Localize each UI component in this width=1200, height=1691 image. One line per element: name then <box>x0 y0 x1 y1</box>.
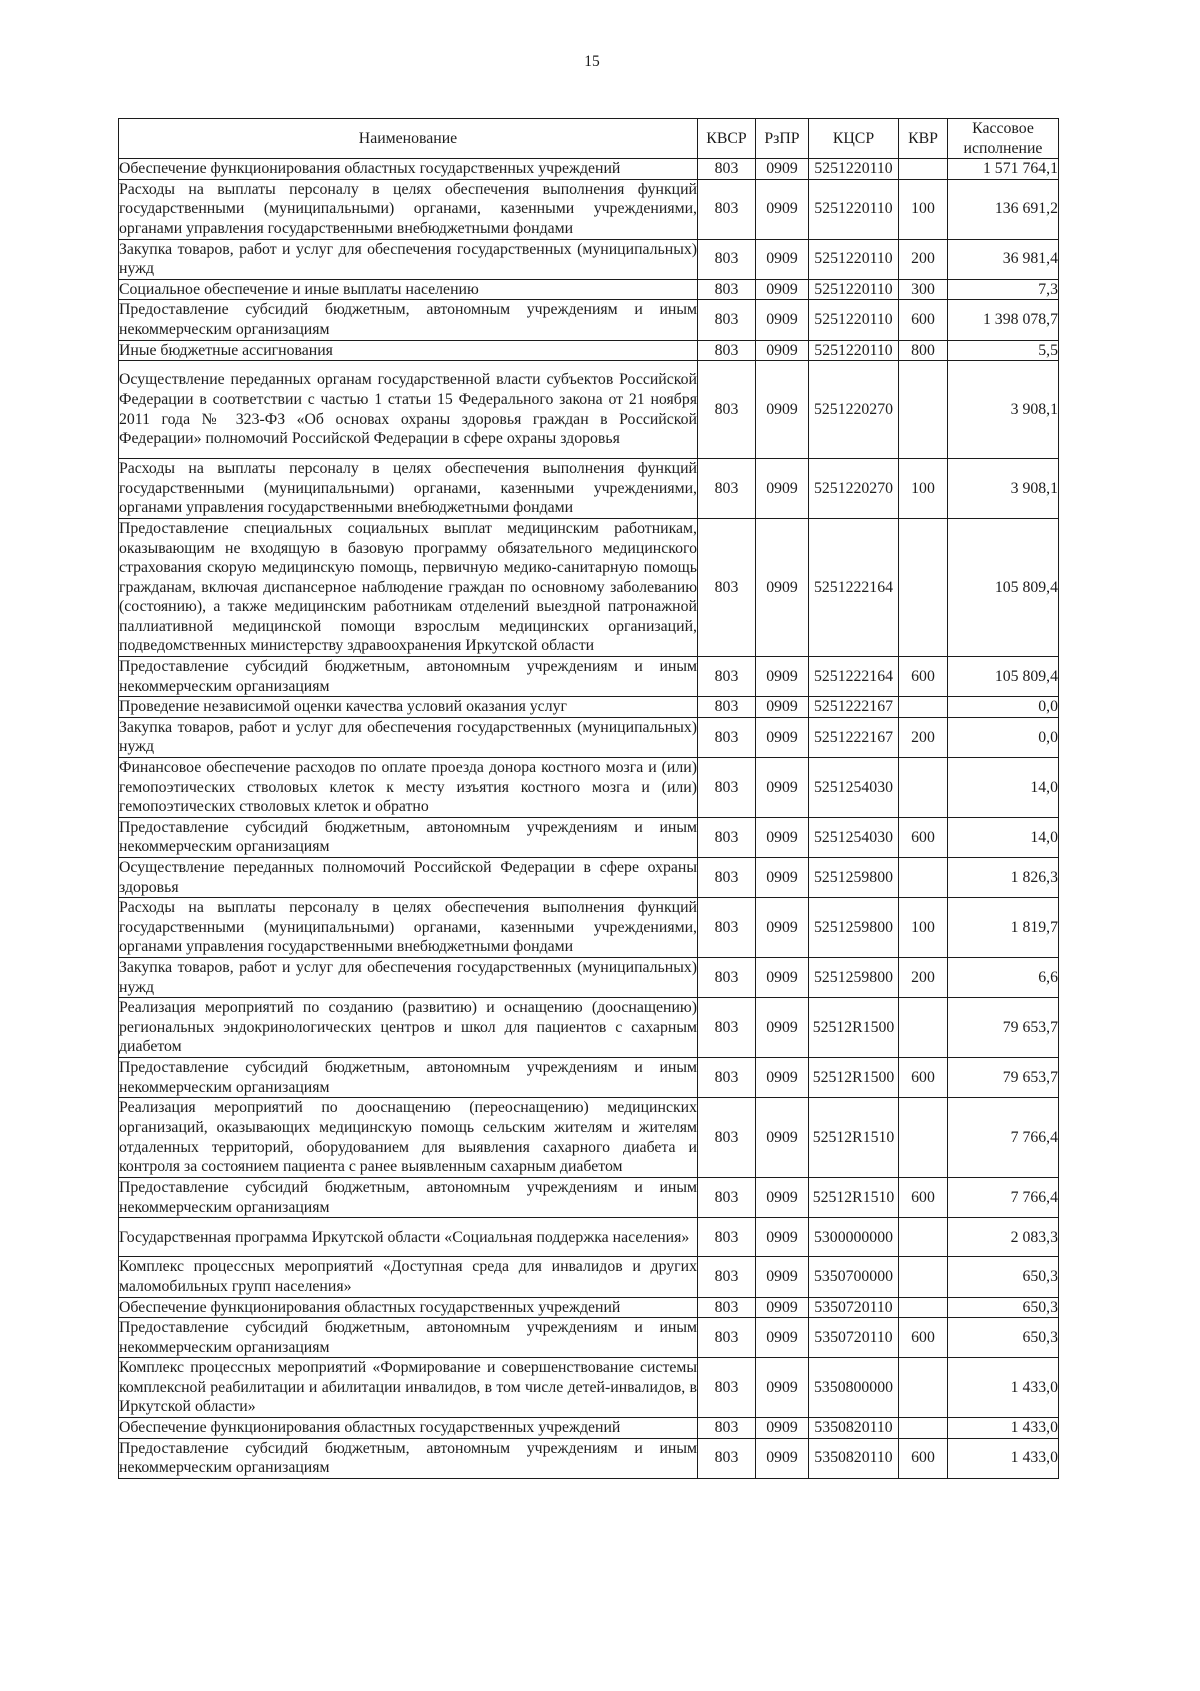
cell-rzpr: 0909 <box>756 179 809 239</box>
cell-kvr: 800 <box>899 340 948 361</box>
cell-kvr: 600 <box>899 1318 948 1358</box>
cell-kcsr: 5251220110 <box>809 239 899 279</box>
cell-kvsr: 803 <box>698 817 756 857</box>
cell-kvr <box>899 1358 948 1418</box>
cell-kvsr: 803 <box>698 1257 756 1297</box>
table-row <box>119 1438 1059 1478</box>
cell-name: Предоставление специальных социальных выплат медицинским работникам, оказывающим не входящую в базовую программу обязательного медицинского страхования скорую медицинскую помощь, первичную медико-санитарную помощь гражданам, включая диспансерное наблюдение граждан по основному заболеванию (состоянию), а также медицинским работникам отделений выездной патронажной паллиативной медицинской помощи взрослым медицинских организаций, подведомственных министерству здравоохранения Иркутской области <box>119 518 698 656</box>
table-row <box>119 1178 1059 1218</box>
table-row <box>119 1257 1059 1297</box>
cell-kvr <box>899 518 948 656</box>
table-row <box>119 340 1059 361</box>
cell-kcsr: 5350720110 <box>809 1318 899 1358</box>
cell-name: Закупка товаров, работ и услуг для обеспечения государственных (муниципальных) нужд <box>119 717 698 757</box>
table-row <box>119 898 1059 958</box>
column-header-kcsr: КЦСР <box>809 119 899 159</box>
cell-amount: 7,3 <box>948 279 1059 300</box>
cell-kvr <box>899 361 948 459</box>
cell-name: Предоставление субсидий бюджетным, автономным учреждениям и иным некоммерческим организациям <box>119 1178 698 1218</box>
cell-name: Расходы на выплаты персоналу в целях обеспечения выполнения функций государственными (муниципальными) органами, казенными учреждениями, органами управления государственными внебюджетными фондами <box>119 179 698 239</box>
cell-kvsr: 803 <box>698 239 756 279</box>
cell-kvr: 100 <box>899 179 948 239</box>
cell-amount: 3 908,1 <box>948 459 1059 519</box>
cell-amount: 36 981,4 <box>948 239 1059 279</box>
cell-rzpr: 0909 <box>756 957 809 997</box>
cell-amount: 650,3 <box>948 1297 1059 1318</box>
cell-kvr <box>899 159 948 180</box>
cell-name: Предоставление субсидий бюджетным, автономным учреждениям и иным некоммерческим организациям <box>119 1318 698 1358</box>
table-row <box>119 957 1059 997</box>
cell-amount: 14,0 <box>948 758 1059 818</box>
cell-kcsr: 5251222164 <box>809 657 899 697</box>
cell-amount: 7 766,4 <box>948 1098 1059 1178</box>
cell-kvr <box>899 758 948 818</box>
cell-kvr <box>899 697 948 718</box>
cell-rzpr: 0909 <box>756 817 809 857</box>
cell-kvr <box>899 1297 948 1318</box>
table-body <box>119 159 1059 1479</box>
cell-kvr: 600 <box>899 657 948 697</box>
cell-name: Реализация мероприятий по дооснащению (переоснащению) медицинских организаций, оказывающих медицинскую помощь сельским жителям и жителям отдаленных территорий, оборудованием для выявления сахарного диабета и контроля за состоянием пациента с ранее выявленным сахарным диабетом <box>119 1098 698 1178</box>
cell-rzpr: 0909 <box>756 1418 809 1439</box>
column-header-amount: Кассовое исполнение <box>948 119 1059 159</box>
cell-amount: 650,3 <box>948 1257 1059 1297</box>
cell-amount: 6,6 <box>948 957 1059 997</box>
cell-name: Предоставление субсидий бюджетным, автономным учреждениям и иным некоммерческим организациям <box>119 1057 698 1097</box>
cell-name: Проведение независимой оценки качества условий оказания услуг <box>119 697 698 718</box>
cell-amount: 105 809,4 <box>948 518 1059 656</box>
cell-kvsr: 803 <box>698 1318 756 1358</box>
cell-kvr: 100 <box>899 898 948 958</box>
cell-kvr <box>899 858 948 898</box>
cell-kvsr: 803 <box>698 998 756 1058</box>
cell-amount: 3 908,1 <box>948 361 1059 459</box>
cell-kvsr: 803 <box>698 459 756 519</box>
cell-kvsr: 803 <box>698 1358 756 1418</box>
cell-kvsr: 803 <box>698 279 756 300</box>
cell-kcsr: 5251220110 <box>809 279 899 300</box>
cell-rzpr: 0909 <box>756 758 809 818</box>
cell-amount: 650,3 <box>948 1318 1059 1358</box>
column-header-rzpr: РзПР <box>756 119 809 159</box>
cell-amount: 1 433,0 <box>948 1438 1059 1478</box>
table-row <box>119 239 1059 279</box>
cell-amount: 5,5 <box>948 340 1059 361</box>
cell-name: Комплекс процессных мероприятий «Формирование и совершенствование системы комплексной реабилитации и абилитации инвалидов, в том числе детей-инвалидов, в Иркутской области» <box>119 1358 698 1418</box>
table-row <box>119 1057 1059 1097</box>
budget-execution-table <box>118 118 1059 1479</box>
cell-name: Реализация мероприятий по созданию (развитию) и оснащению (дооснащению) региональных эндокринологических центров и школ для пациентов с сахарным диабетом <box>119 998 698 1058</box>
table-row <box>119 858 1059 898</box>
cell-amount: 14,0 <box>948 817 1059 857</box>
cell-kvsr: 803 <box>698 1098 756 1178</box>
cell-kvsr: 803 <box>698 1297 756 1318</box>
table-row <box>119 758 1059 818</box>
cell-kvsr: 803 <box>698 858 756 898</box>
cell-name: Предоставление субсидий бюджетным, автономным учреждениям и иным некоммерческим организациям <box>119 300 698 340</box>
cell-amount: 136 691,2 <box>948 179 1059 239</box>
cell-kcsr: 5251222164 <box>809 518 899 656</box>
cell-rzpr: 0909 <box>756 340 809 361</box>
cell-kcsr: 5251220270 <box>809 459 899 519</box>
cell-kcsr: 5251259800 <box>809 858 899 898</box>
cell-amount: 0,0 <box>948 717 1059 757</box>
cell-kvsr: 803 <box>698 758 756 818</box>
cell-kvsr: 803 <box>698 1218 756 1257</box>
column-header-kvsr: КВСР <box>698 119 756 159</box>
cell-name: Обеспечение функционирования областных государственных учреждений <box>119 1418 698 1439</box>
cell-kcsr: 5251220110 <box>809 340 899 361</box>
cell-kvsr: 803 <box>698 300 756 340</box>
cell-amount: 1 819,7 <box>948 898 1059 958</box>
table-row <box>119 1418 1059 1439</box>
cell-rzpr: 0909 <box>756 239 809 279</box>
cell-kcsr: 5251220110 <box>809 179 899 239</box>
cell-kcsr: 5350820110 <box>809 1438 899 1478</box>
cell-amount: 1 398 078,7 <box>948 300 1059 340</box>
cell-kcsr: 5251220110 <box>809 159 899 180</box>
table-row <box>119 159 1059 180</box>
cell-kvsr: 803 <box>698 159 756 180</box>
cell-kvsr: 803 <box>698 898 756 958</box>
cell-name: Государственная программа Иркутской области «Социальная поддержка населения» <box>119 1218 698 1257</box>
cell-amount: 79 653,7 <box>948 1057 1059 1097</box>
table-row <box>119 279 1059 300</box>
cell-kcsr: 5251254030 <box>809 817 899 857</box>
cell-kvr: 600 <box>899 300 948 340</box>
cell-amount: 1 571 764,1 <box>948 159 1059 180</box>
column-header-kvr: КВР <box>899 119 948 159</box>
cell-name: Расходы на выплаты персоналу в целях обеспечения выполнения функций государственными (муниципальными) органами, казенными учреждениями, органами управления государственными внебюджетными фондами <box>119 898 698 958</box>
cell-kvsr: 803 <box>698 518 756 656</box>
cell-rzpr: 0909 <box>756 300 809 340</box>
cell-kcsr: 5251259800 <box>809 898 899 958</box>
cell-name: Социальное обеспечение и иные выплаты населению <box>119 279 698 300</box>
cell-name: Иные бюджетные ассигнования <box>119 340 698 361</box>
cell-kcsr: 5251220110 <box>809 300 899 340</box>
table-row <box>119 361 1059 459</box>
cell-kcsr: 5251222167 <box>809 697 899 718</box>
cell-rzpr: 0909 <box>756 518 809 656</box>
cell-rzpr: 0909 <box>756 898 809 958</box>
cell-rzpr: 0909 <box>756 717 809 757</box>
table-row <box>119 1218 1059 1257</box>
cell-kvr: 600 <box>899 817 948 857</box>
cell-name: Обеспечение функционирования областных государственных учреждений <box>119 159 698 180</box>
table-header <box>119 119 1059 159</box>
cell-rzpr: 0909 <box>756 998 809 1058</box>
cell-kvr: 200 <box>899 239 948 279</box>
cell-kvr <box>899 1418 948 1439</box>
cell-amount: 79 653,7 <box>948 998 1059 1058</box>
cell-kvr: 100 <box>899 459 948 519</box>
table-row <box>119 1358 1059 1418</box>
table-row <box>119 179 1059 239</box>
page-number: 15 <box>584 53 600 70</box>
cell-rzpr: 0909 <box>756 858 809 898</box>
cell-rzpr: 0909 <box>756 279 809 300</box>
cell-kvsr: 803 <box>698 717 756 757</box>
cell-rzpr: 0909 <box>756 361 809 459</box>
cell-kcsr: 5300000000 <box>809 1218 899 1257</box>
cell-kvsr: 803 <box>698 340 756 361</box>
cell-kvr <box>899 1257 948 1297</box>
cell-kvr <box>899 998 948 1058</box>
cell-amount: 1 826,3 <box>948 858 1059 898</box>
cell-name: Комплекс процессных мероприятий «Доступная среда для инвалидов и других маломобильных групп населения» <box>119 1257 698 1297</box>
cell-kcsr: 5350720110 <box>809 1297 899 1318</box>
cell-name: Осуществление переданных органам государственной власти субъектов Российской Федерации в соответствии с частью 1 статьи 15 Федерального закона от 21 ноября 2011 года № 323-ФЗ «Об основах охраны здоровья граждан в Российской Федерации» полномочий Российской Федерации в сфере охраны здоровья <box>119 361 698 459</box>
cell-kvr: 200 <box>899 957 948 997</box>
column-header-name: Наименование <box>119 119 698 159</box>
cell-rzpr: 0909 <box>756 459 809 519</box>
cell-kcsr: 52512R1500 <box>809 1057 899 1097</box>
cell-amount: 1 433,0 <box>948 1358 1059 1418</box>
cell-kcsr: 5251259800 <box>809 957 899 997</box>
cell-name: Расходы на выплаты персоналу в целях обеспечения выполнения функций государственными (муниципальными) органами, казенными учреждениями, органами управления государственными внебюджетными фондами <box>119 459 698 519</box>
cell-kcsr: 5251254030 <box>809 758 899 818</box>
cell-name: Предоставление субсидий бюджетным, автономным учреждениям и иным некоммерческим организациям <box>119 817 698 857</box>
cell-kvr: 600 <box>899 1438 948 1478</box>
cell-kvsr: 803 <box>698 1057 756 1097</box>
cell-kcsr: 52512R1500 <box>809 998 899 1058</box>
cell-amount: 1 433,0 <box>948 1418 1059 1439</box>
cell-amount: 7 766,4 <box>948 1178 1059 1218</box>
cell-name: Предоставление субсидий бюджетным, автономным учреждениям и иным некоммерческим организациям <box>119 1438 698 1478</box>
cell-kvsr: 803 <box>698 697 756 718</box>
cell-rzpr: 0909 <box>756 1318 809 1358</box>
cell-rzpr: 0909 <box>756 1098 809 1178</box>
table-row <box>119 998 1059 1058</box>
cell-rzpr: 0909 <box>756 1438 809 1478</box>
cell-kvsr: 803 <box>698 957 756 997</box>
cell-kcsr: 5251220270 <box>809 361 899 459</box>
cell-name: Финансовое обеспечение расходов по оплате проезда донора костного мозга и (или) гемопоэтических стволовых клеток к месту изъятия костного мозга и (или) гемопоэтических стволовых клеток и обратно <box>119 758 698 818</box>
cell-rzpr: 0909 <box>756 697 809 718</box>
cell-kcsr: 52512R1510 <box>809 1098 899 1178</box>
cell-name: Обеспечение функционирования областных государственных учреждений <box>119 1297 698 1318</box>
cell-kvr <box>899 1098 948 1178</box>
table-row <box>119 1297 1059 1318</box>
cell-kvsr: 803 <box>698 657 756 697</box>
cell-kcsr: 52512R1510 <box>809 1178 899 1218</box>
cell-rzpr: 0909 <box>756 1297 809 1318</box>
cell-name: Осуществление переданных полномочий Российской Федерации в сфере охраны здоровья <box>119 858 698 898</box>
cell-kvr: 300 <box>899 279 948 300</box>
cell-kvsr: 803 <box>698 179 756 239</box>
cell-kvsr: 803 <box>698 1418 756 1439</box>
cell-amount: 105 809,4 <box>948 657 1059 697</box>
cell-rzpr: 0909 <box>756 657 809 697</box>
cell-kvsr: 803 <box>698 1438 756 1478</box>
cell-name: Закупка товаров, работ и услуг для обеспечения государственных (муниципальных) нужд <box>119 239 698 279</box>
table-row <box>119 518 1059 656</box>
table-row <box>119 1318 1059 1358</box>
cell-kcsr: 5350820110 <box>809 1418 899 1439</box>
cell-rzpr: 0909 <box>756 1358 809 1418</box>
cell-amount: 2 083,3 <box>948 1218 1059 1257</box>
cell-name: Закупка товаров, работ и услуг для обеспечения государственных (муниципальных) нужд <box>119 957 698 997</box>
cell-rzpr: 0909 <box>756 1218 809 1257</box>
table-row <box>119 657 1059 697</box>
cell-kvsr: 803 <box>698 1178 756 1218</box>
cell-amount: 0,0 <box>948 697 1059 718</box>
cell-kcsr: 5251222167 <box>809 717 899 757</box>
cell-kvr: 200 <box>899 717 948 757</box>
table-row <box>119 300 1059 340</box>
cell-kvr: 600 <box>899 1057 948 1097</box>
cell-kvr <box>899 1218 948 1257</box>
cell-name: Предоставление субсидий бюджетным, автономным учреждениям и иным некоммерческим организациям <box>119 657 698 697</box>
cell-kvr: 600 <box>899 1178 948 1218</box>
cell-rzpr: 0909 <box>756 159 809 180</box>
cell-kcsr: 5350700000 <box>809 1257 899 1297</box>
table-row <box>119 817 1059 857</box>
cell-rzpr: 0909 <box>756 1057 809 1097</box>
table-row <box>119 1098 1059 1178</box>
cell-kvsr: 803 <box>698 361 756 459</box>
cell-kcsr: 5350800000 <box>809 1358 899 1418</box>
cell-rzpr: 0909 <box>756 1178 809 1218</box>
table-row <box>119 459 1059 519</box>
table-row <box>119 697 1059 718</box>
cell-rzpr: 0909 <box>756 1257 809 1297</box>
header-row <box>119 119 1059 159</box>
table-row <box>119 717 1059 757</box>
